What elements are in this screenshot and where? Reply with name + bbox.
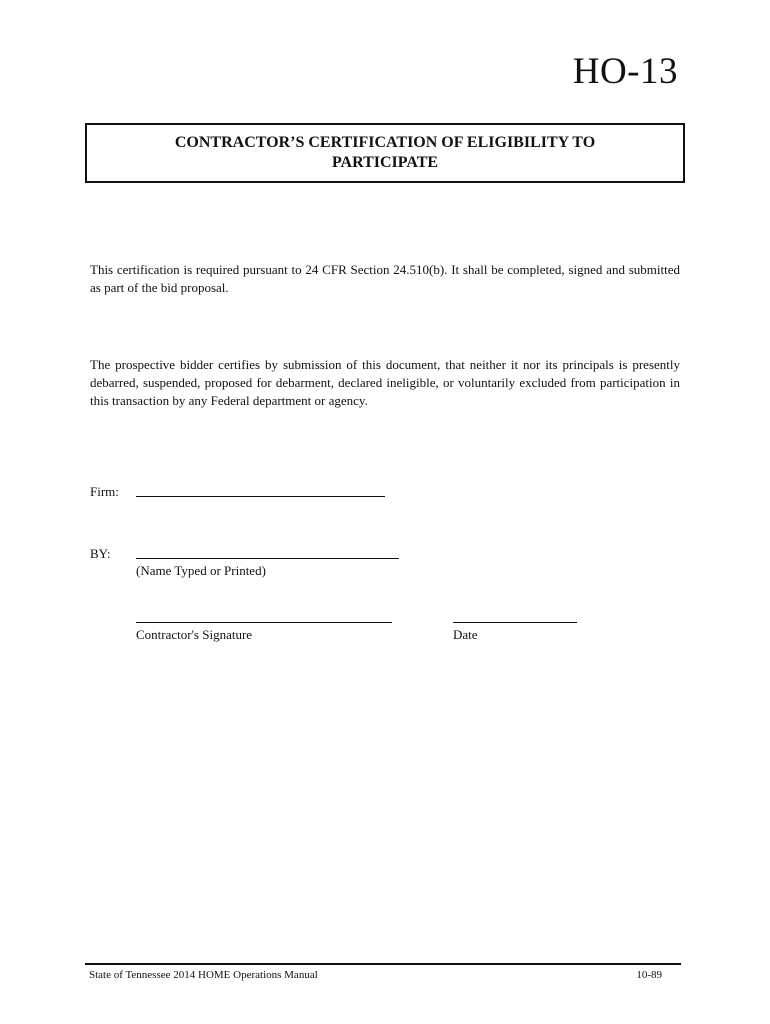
certification-paragraph: The prospective bidder certifies by submission of this document, that neither it nor its principals is presently debarred, suspended, proposed for debarment, declared ineligible, or voluntarily excluded from participation in this transaction by any Federal department or agency. xyxy=(90,357,680,408)
firm-label: Firm: xyxy=(90,484,119,499)
name-caption: (Name Typed or Printed) xyxy=(136,563,266,578)
footer-rule xyxy=(85,963,681,965)
requirement-paragraph: This certification is required pursuant to 24 CFR Section 24.510(b). It shall be completed, signed and submitted as part of the bid proposal. xyxy=(90,262,680,295)
name-signature-line[interactable] xyxy=(136,558,399,559)
title-box xyxy=(85,123,685,183)
footer-page-number: 10-89 xyxy=(636,969,662,981)
date-caption: Date xyxy=(453,627,478,642)
footer-manual-title: State of Tennessee 2014 HOME Operations Manual xyxy=(89,969,318,981)
by-label: BY: xyxy=(90,546,111,561)
contractor-signature-line[interactable] xyxy=(136,622,392,623)
form-number: HO-13 xyxy=(572,51,678,92)
title-line-1: CONTRACTOR’S CERTIFICATION OF ELIGIBILITY TO xyxy=(174,134,596,151)
title-line-2: PARTICIPATE xyxy=(331,154,439,171)
date-line[interactable] xyxy=(453,622,577,623)
firm-signature-line[interactable] xyxy=(136,496,385,497)
signature-caption: Contractor's Signature xyxy=(136,627,253,642)
